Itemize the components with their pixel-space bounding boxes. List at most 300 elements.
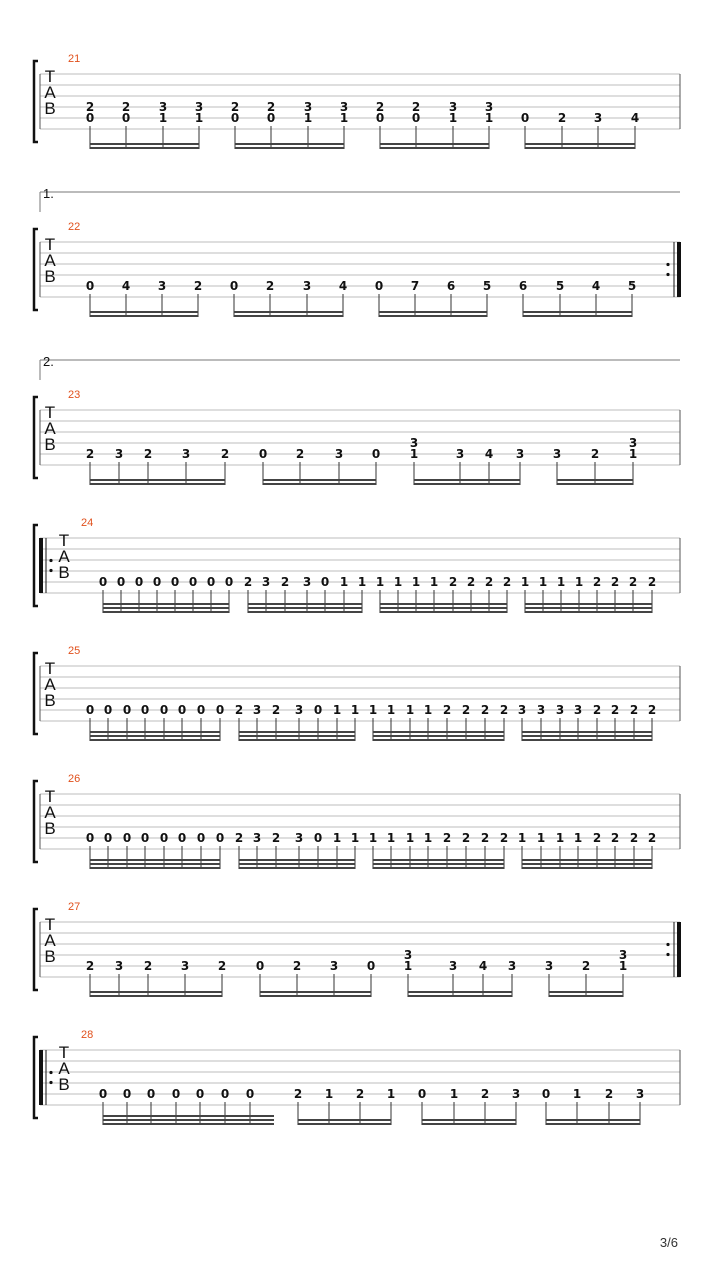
tab-clef-letter: T xyxy=(44,67,56,86)
fret-number: 0 xyxy=(140,831,150,845)
fret-number: 3 xyxy=(552,447,562,461)
fret-number: 2 xyxy=(442,703,452,717)
fret-number: 0 xyxy=(171,1087,181,1101)
tab-clef-letter: T xyxy=(58,1043,70,1062)
beam xyxy=(380,603,507,605)
repeat-dot xyxy=(49,559,52,562)
fret-number: 2 xyxy=(499,703,509,717)
beam-group xyxy=(418,1087,520,1125)
beam-group xyxy=(376,575,511,613)
fret-number: 1 xyxy=(339,575,349,589)
repeat-dot xyxy=(666,263,669,266)
beam xyxy=(260,991,371,993)
beam xyxy=(522,859,652,861)
tab-system-28 xyxy=(34,1029,680,1125)
fret-number: 1 xyxy=(368,703,378,717)
tab-system-26 xyxy=(34,773,680,869)
beam xyxy=(235,147,344,149)
beam-group xyxy=(369,703,508,741)
fret-number: 1 xyxy=(324,1087,334,1101)
fret-number: 0 xyxy=(220,1087,230,1101)
volta-number: 2. xyxy=(43,354,54,369)
fret-number: 0 xyxy=(159,831,169,845)
fret-number: 2 xyxy=(265,279,275,293)
fret-number: 0 xyxy=(520,111,530,125)
tab-clef-letter: B xyxy=(44,947,56,966)
measure-number: 22 xyxy=(68,221,81,233)
tab-clef-letter: T xyxy=(44,787,56,806)
repeat-thick-barline xyxy=(39,1050,43,1105)
fret-number: 3 xyxy=(294,703,304,717)
tab-clef-letter: T xyxy=(58,531,70,550)
fret-number: 3 xyxy=(194,100,204,114)
fret-number: 0 xyxy=(146,1087,156,1101)
fret-number: 2 xyxy=(375,100,385,114)
fret-number: 1 xyxy=(574,575,584,589)
measure-number: 25 xyxy=(68,645,81,657)
beam-group xyxy=(256,959,375,997)
fret-number: 2 xyxy=(590,447,600,461)
fret-number: 1 xyxy=(405,831,415,845)
fret-number: 0 xyxy=(196,831,206,845)
fret-number: 1 xyxy=(411,575,421,589)
beam xyxy=(239,739,355,741)
fret-number: 3 xyxy=(334,447,344,461)
fret-number: 0 xyxy=(196,703,206,717)
beam xyxy=(90,143,199,145)
fret-number: 2 xyxy=(461,831,471,845)
fret-number: 0 xyxy=(541,1087,551,1101)
fret-number: 5 xyxy=(482,279,492,293)
fret-number: 2 xyxy=(85,447,95,461)
fret-number: 2 xyxy=(480,703,490,717)
fret-number: 0 xyxy=(313,703,323,717)
fret-number: 4 xyxy=(484,447,494,461)
beam-group xyxy=(518,831,656,869)
fret-number: 0 xyxy=(320,575,330,589)
beam xyxy=(248,607,362,609)
beam-group xyxy=(86,447,229,485)
tab-clef-letter: T xyxy=(44,235,56,254)
tab-clef-letter: T xyxy=(44,659,56,678)
beam xyxy=(408,995,512,997)
fret-number: 3 xyxy=(302,575,312,589)
fret-number: 2 xyxy=(448,575,458,589)
beam xyxy=(522,863,652,865)
beam xyxy=(379,311,487,313)
beam xyxy=(525,603,652,605)
fret-number: 1 xyxy=(393,575,403,589)
beam xyxy=(373,731,504,733)
beam-group xyxy=(99,575,233,613)
system-bracket xyxy=(34,61,38,142)
beam xyxy=(414,483,520,485)
beam xyxy=(380,607,507,609)
beam xyxy=(239,735,355,737)
fret-number: 0 xyxy=(85,111,95,125)
beam xyxy=(90,479,225,481)
fret-number: 3 xyxy=(158,100,168,114)
fret-number: 3 xyxy=(484,100,494,114)
system-bracket xyxy=(34,781,38,862)
fret-number: 1 xyxy=(332,703,342,717)
measure-number: 26 xyxy=(68,773,81,785)
beam xyxy=(525,147,635,149)
beam xyxy=(373,739,504,741)
beam xyxy=(90,863,220,865)
fret-number: 3 xyxy=(114,447,124,461)
fret-number: 2 xyxy=(280,575,290,589)
fret-number: 1 xyxy=(618,959,628,973)
fret-number: 2 xyxy=(610,575,620,589)
fret-number: 2 xyxy=(647,703,657,717)
fret-number: 2 xyxy=(271,831,281,845)
beam xyxy=(523,311,632,313)
fret-number: 3 xyxy=(573,703,583,717)
fret-number: 3 xyxy=(294,831,304,845)
fret-number: 3 xyxy=(403,948,413,962)
fret-number: 2 xyxy=(466,575,476,589)
beam xyxy=(239,863,355,865)
measure-number: 24 xyxy=(81,517,94,529)
fret-number: 0 xyxy=(103,703,113,717)
repeat-dot xyxy=(49,1081,52,1084)
measure-number: 23 xyxy=(68,389,81,401)
fret-number: 2 xyxy=(193,279,203,293)
beam xyxy=(523,315,632,317)
repeat-dot xyxy=(666,943,669,946)
beam xyxy=(90,731,220,733)
fret-number: 1 xyxy=(484,111,494,125)
beam-group xyxy=(99,1087,274,1125)
fret-number: 1 xyxy=(538,575,548,589)
fret-number: 3 xyxy=(303,100,313,114)
fret-number: 2 xyxy=(629,831,639,845)
beam-group xyxy=(521,575,656,613)
fret-number: 3 xyxy=(180,959,190,973)
fret-number: 2 xyxy=(230,100,240,114)
fret-number: 0 xyxy=(230,111,240,125)
fret-number: 0 xyxy=(188,575,198,589)
fret-number: 2 xyxy=(647,831,657,845)
beam xyxy=(525,611,652,613)
beam-group xyxy=(86,703,224,741)
beam xyxy=(522,867,652,869)
fret-number: 4 xyxy=(630,111,640,125)
fret-number: 0 xyxy=(371,447,381,461)
fret-number: 1 xyxy=(350,831,360,845)
beam xyxy=(90,739,220,741)
measure-number: 28 xyxy=(81,1029,94,1041)
fret-number: 2 xyxy=(628,575,638,589)
fret-number: 4 xyxy=(338,279,348,293)
fret-number: 3 xyxy=(181,447,191,461)
beam xyxy=(90,315,198,317)
fret-number: 0 xyxy=(224,575,234,589)
repeat-thick-barline xyxy=(39,538,43,593)
fret-number: 2 xyxy=(502,575,512,589)
fret-number: 0 xyxy=(206,575,216,589)
beam xyxy=(234,311,343,313)
beam-group xyxy=(375,279,491,317)
fret-number: 2 xyxy=(85,100,95,114)
fret-number: 3 xyxy=(544,959,554,973)
fret-number: 3 xyxy=(618,948,628,962)
fret-number: 0 xyxy=(417,1087,427,1101)
fret-number: 1 xyxy=(429,575,439,589)
beam xyxy=(103,1123,274,1125)
fret-number: 1 xyxy=(368,831,378,845)
beam xyxy=(90,995,222,997)
fret-number: 0 xyxy=(266,111,276,125)
beam xyxy=(373,735,504,737)
fret-number: 0 xyxy=(122,1087,132,1101)
beam xyxy=(546,1119,640,1121)
fret-number: 3 xyxy=(252,703,262,717)
fret-number: 6 xyxy=(518,279,528,293)
beam xyxy=(422,1119,516,1121)
beam xyxy=(380,143,489,145)
beam xyxy=(239,859,355,861)
fret-number: 0 xyxy=(170,575,180,589)
fret-number: 2 xyxy=(499,831,509,845)
beam xyxy=(90,859,220,861)
fret-number: 3 xyxy=(517,703,527,717)
beam-group xyxy=(86,831,224,869)
beam-group xyxy=(235,831,359,869)
fret-number: 1 xyxy=(573,831,583,845)
beam xyxy=(522,735,652,737)
fret-number: 1 xyxy=(386,831,396,845)
tab-system-27 xyxy=(34,901,681,997)
fret-number: 4 xyxy=(591,279,601,293)
volta-number: 1. xyxy=(43,186,54,201)
fret-number: 2 xyxy=(592,831,602,845)
beam xyxy=(103,603,229,605)
fret-number: 7 xyxy=(410,279,420,293)
fret-number: 1 xyxy=(339,111,349,125)
fret-number: 2 xyxy=(592,703,602,717)
fret-number: 1 xyxy=(194,111,204,125)
fret-number: 0 xyxy=(116,575,126,589)
beam xyxy=(90,483,225,485)
beam xyxy=(248,611,362,613)
fret-number: 0 xyxy=(85,279,95,293)
fret-number: 2 xyxy=(220,447,230,461)
tab-clef-letter: B xyxy=(44,267,56,286)
beam xyxy=(373,863,504,865)
fret-number: 1 xyxy=(332,831,342,845)
fret-number: 1 xyxy=(449,1087,459,1101)
fret-number: 2 xyxy=(484,575,494,589)
fret-number: 1 xyxy=(303,111,313,125)
fret-number: 3 xyxy=(329,959,339,973)
fret-number: 0 xyxy=(85,703,95,717)
system-bracket xyxy=(34,1037,38,1118)
beam xyxy=(380,147,489,149)
beam xyxy=(248,603,362,605)
fret-number: 0 xyxy=(98,575,108,589)
fret-number: 3 xyxy=(628,436,638,450)
beam-group xyxy=(230,279,347,317)
system-bracket xyxy=(34,653,38,734)
fret-number: 2 xyxy=(243,575,253,589)
beam xyxy=(103,611,229,613)
tab-clef-letter: T xyxy=(44,403,56,422)
beam-group xyxy=(519,279,636,317)
beam xyxy=(373,859,504,861)
beam xyxy=(263,479,376,481)
beam xyxy=(422,1123,516,1125)
beam-group xyxy=(86,279,202,317)
fret-number: 3 xyxy=(409,436,419,450)
fret-number: 2 xyxy=(295,447,305,461)
fret-number: 0 xyxy=(255,959,265,973)
beam xyxy=(379,315,487,317)
fret-number: 6 xyxy=(446,279,456,293)
beam xyxy=(103,1115,274,1117)
tab-clef-letter: B xyxy=(44,819,56,838)
measure-number: 21 xyxy=(68,53,81,65)
beam xyxy=(522,739,652,741)
beam xyxy=(90,147,199,149)
fret-number: 2 xyxy=(266,100,276,114)
fret-number: 2 xyxy=(442,831,452,845)
fret-number: 0 xyxy=(366,959,376,973)
fret-number: 1 xyxy=(520,575,530,589)
fret-number: 2 xyxy=(217,959,227,973)
fret-number: 0 xyxy=(215,831,225,845)
beam xyxy=(546,1123,640,1125)
fret-number: 3 xyxy=(635,1087,645,1101)
fret-number: 3 xyxy=(515,447,525,461)
fret-number: 3 xyxy=(114,959,124,973)
beam-group xyxy=(521,111,639,149)
beam xyxy=(525,143,635,145)
tab-clef-letter: A xyxy=(44,675,56,694)
fret-number: 3 xyxy=(507,959,517,973)
fret-number: 2 xyxy=(411,100,421,114)
fret-number: 0 xyxy=(85,831,95,845)
fret-number: 2 xyxy=(629,703,639,717)
fret-number: 1 xyxy=(555,831,565,845)
fret-number: 2 xyxy=(355,1087,365,1101)
system-bracket xyxy=(34,909,38,990)
beam xyxy=(90,311,198,313)
system-bracket xyxy=(34,229,38,310)
fret-number: 1 xyxy=(386,703,396,717)
fret-number: 3 xyxy=(448,959,458,973)
fret-number: 2 xyxy=(581,959,591,973)
tab-clef-letter: A xyxy=(44,83,56,102)
fret-number: 3 xyxy=(593,111,603,125)
fret-number: 2 xyxy=(592,575,602,589)
beam xyxy=(557,479,633,481)
fret-number: 2 xyxy=(293,1087,303,1101)
beam xyxy=(557,483,633,485)
beam xyxy=(549,995,623,997)
beam xyxy=(408,991,512,993)
beam-group xyxy=(542,1087,644,1125)
beam xyxy=(234,315,343,317)
fret-number: 4 xyxy=(121,279,131,293)
fret-number: 1 xyxy=(375,575,385,589)
fret-number: 2 xyxy=(610,831,620,845)
fret-number: 0 xyxy=(245,1087,255,1101)
fret-number: 2 xyxy=(557,111,567,125)
fret-number: 3 xyxy=(536,703,546,717)
fret-number: 2 xyxy=(610,703,620,717)
fret-number: 2 xyxy=(121,100,131,114)
fret-number: 3 xyxy=(261,575,271,589)
fret-number: 1 xyxy=(572,1087,582,1101)
beam xyxy=(239,867,355,869)
fret-number: 4 xyxy=(478,959,488,973)
fret-number: 2 xyxy=(461,703,471,717)
repeat-thick-barline xyxy=(677,242,681,297)
fret-number: 2 xyxy=(480,831,490,845)
beam xyxy=(522,731,652,733)
repeat-dot xyxy=(49,569,52,572)
fret-number: 0 xyxy=(374,279,384,293)
tab-system-23 xyxy=(34,354,680,485)
fret-number: 0 xyxy=(98,1087,108,1101)
fret-number: 1 xyxy=(423,703,433,717)
tab-clef-letter: A xyxy=(58,547,70,566)
tab-clef-letter: A xyxy=(58,1059,70,1078)
fret-number: 1 xyxy=(409,447,419,461)
fret-number: 1 xyxy=(556,575,566,589)
beam xyxy=(263,483,376,485)
fret-number: 1 xyxy=(386,1087,396,1101)
tab-system-22 xyxy=(34,186,681,317)
beam xyxy=(90,991,222,993)
fret-number: 2 xyxy=(647,575,657,589)
tab-clef-letter: A xyxy=(44,931,56,950)
tab-clef-letter: B xyxy=(44,435,56,454)
tab-clef-letter: T xyxy=(44,915,56,934)
beam xyxy=(298,1119,391,1121)
tab-system-21 xyxy=(34,53,680,149)
fret-number: 1 xyxy=(350,703,360,717)
fret-number: 0 xyxy=(258,447,268,461)
fret-number: 2 xyxy=(143,447,153,461)
fret-number: 0 xyxy=(313,831,323,845)
beam xyxy=(549,991,623,993)
beam xyxy=(298,1123,391,1125)
tab-clef-letter: B xyxy=(44,691,56,710)
fret-number: 1 xyxy=(423,831,433,845)
fret-number: 3 xyxy=(339,100,349,114)
beam-group xyxy=(86,959,226,997)
beam xyxy=(103,1119,274,1121)
tab-clef-letter: B xyxy=(58,563,70,582)
tab-system-25 xyxy=(34,645,680,741)
system-bracket xyxy=(34,525,38,606)
fret-number: 1 xyxy=(357,575,367,589)
fret-number: 0 xyxy=(177,831,187,845)
beam xyxy=(414,479,520,481)
fret-number: 0 xyxy=(159,703,169,717)
fret-number: 3 xyxy=(448,100,458,114)
page-number: 3/6 xyxy=(659,1235,678,1250)
fret-number: 2 xyxy=(85,959,95,973)
fret-number: 2 xyxy=(480,1087,490,1101)
repeat-thick-barline xyxy=(677,922,681,977)
fret-number: 0 xyxy=(122,831,132,845)
beam xyxy=(380,611,507,613)
beam xyxy=(239,731,355,733)
